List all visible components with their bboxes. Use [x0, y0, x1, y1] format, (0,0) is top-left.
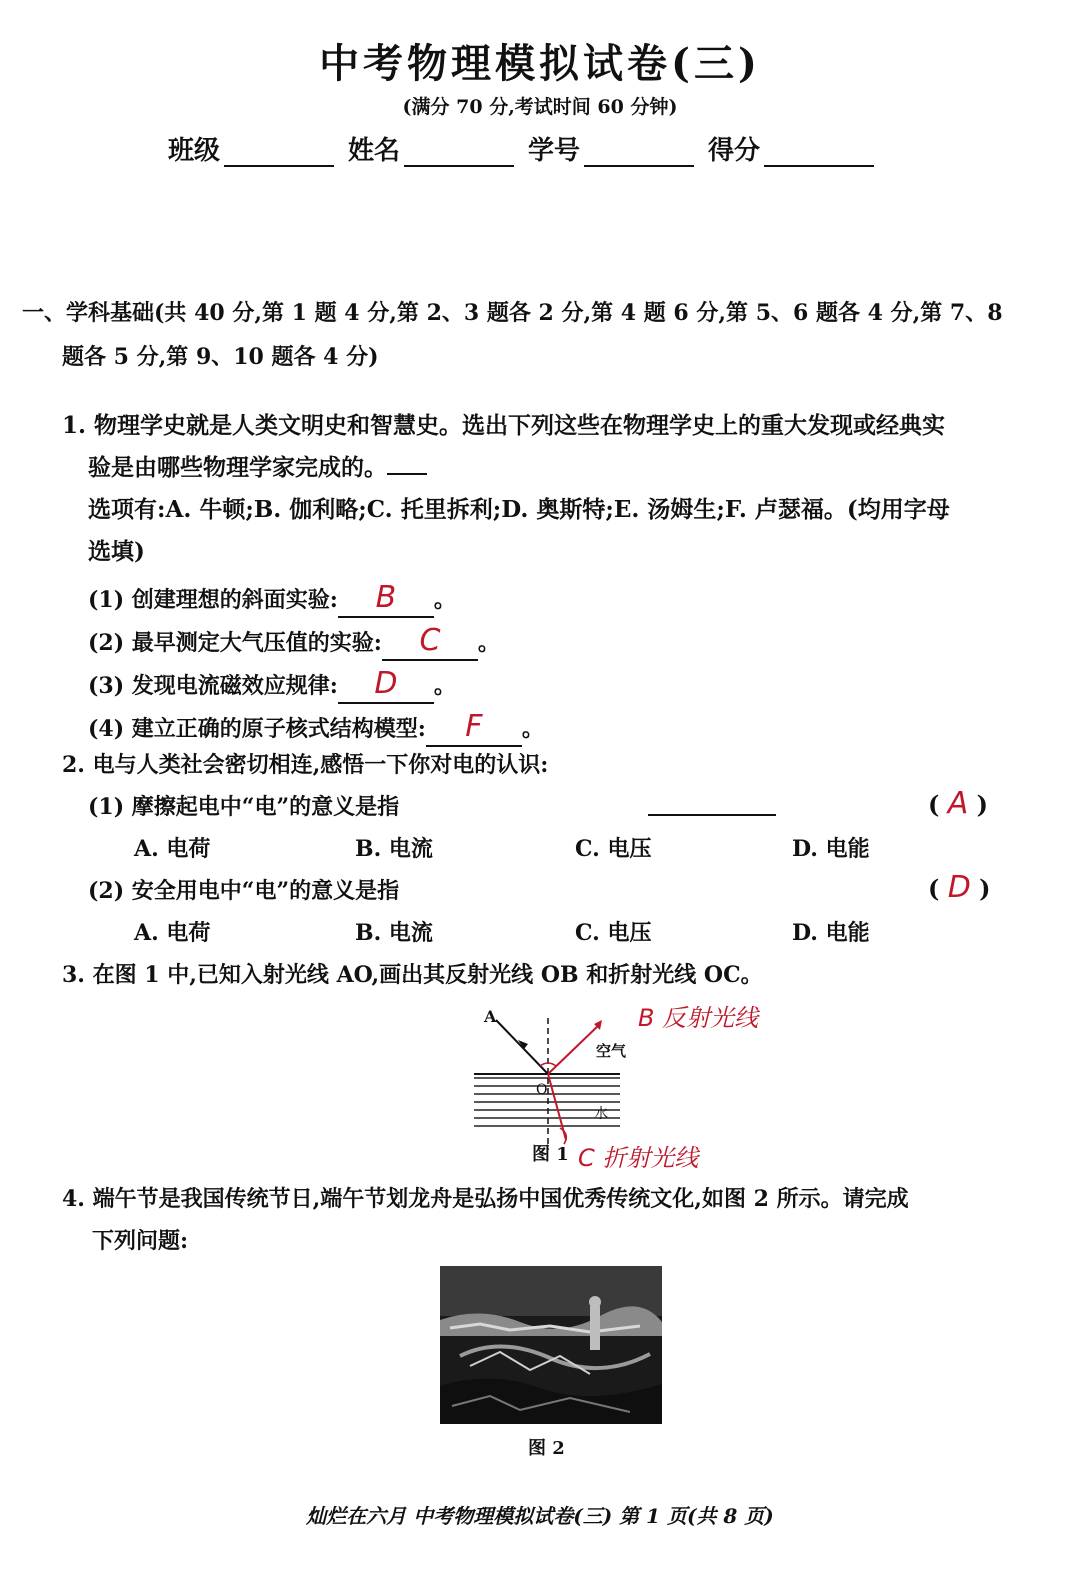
q2-sub2-option-d[interactable]: D. 电能 [792, 920, 870, 946]
class-blank[interactable] [224, 135, 334, 167]
student-info-fields [168, 130, 878, 167]
q2-sub1-option-b[interactable]: B. 电流 [355, 836, 433, 862]
section-heading-line2: 题各 5 分,第 9、10 题各 4 分) [62, 344, 379, 370]
page-title: 中考物理模拟试卷(三) [319, 40, 761, 87]
q2-sub1-option-a[interactable]: A. 电荷 [134, 836, 211, 862]
q1-item-1-text: (1) 创建理想的斜面实验: [88, 587, 338, 613]
q2-stem: 2. 电与人类社会密切相连,感悟一下你对电的认识: [62, 752, 549, 778]
q4-line1: 4. 端午节是我国传统节日,端午节划龙舟是弘扬中国优秀传统文化,如图 2 所示。请完成 [62, 1186, 909, 1212]
score-blank[interactable] [764, 135, 874, 167]
q2-sub2-option-b[interactable]: B. 电流 [355, 920, 433, 946]
class-label: 班级 [168, 136, 221, 166]
q2-sub1-text: (1) 摩擦起电中“电”的意义是指 [88, 794, 400, 820]
figure-2-caption: 图 2 [528, 1438, 565, 1459]
q2-sub2-text: (2) 安全用电中“电”的意义是指 [88, 878, 400, 904]
q1-item-2: (2) 最早测定大气压值的实验: C 。 [88, 623, 500, 661]
q2-sub1-option-c[interactable]: C. 电压 [575, 836, 652, 862]
label-water: 水 [594, 1106, 608, 1122]
note-reflected-ray: B 反射光线 [638, 1004, 759, 1032]
reflected-ray-ob [548, 1024, 600, 1074]
name-label: 姓名 [348, 136, 401, 166]
figure-1-refraction-diagram [460, 1000, 780, 1180]
note-refracted-ray: C 折射光线 [578, 1144, 699, 1172]
q1-item-4: (4) 建立正确的原子核式结构模型: F 。 [88, 709, 544, 747]
score-field[interactable] [708, 130, 878, 167]
q3-stem: 3. 在图 1 中,已知入射光线 AO,画出其反射光线 OB 和折射光线 OC。 [62, 962, 763, 988]
section-heading-line1: 一、学科基础(共 40 分,第 1 题 4 分,第 2、3 题各 2 分,第 4 题 6 分,第 5、6 题各 4 分,第 7、8 [22, 300, 1003, 326]
angle-mark [540, 1063, 556, 1066]
student-id-blank[interactable] [584, 135, 694, 167]
label-o: O [536, 1082, 548, 1098]
q1-item-3-answer: D [374, 666, 398, 701]
label-a: A [484, 1007, 497, 1026]
q2-sub2-answer-box[interactable]: ( D ) [928, 870, 991, 905]
q1-item-3: (3) 发现电流磁效应规律: D 。 [88, 666, 456, 704]
q1-line1: 1. 物理学史就是人类文明史和智慧史。选出下列这些在物理学史上的重大发现或经典实 [62, 412, 946, 439]
q1-line3: 选项有:A. 牛顿;B. 伽利略;C. 托里拆利;D. 奥斯特;E. 汤姆生;F. 卢瑟福。(均用字母 [88, 496, 950, 523]
q1-line2 [88, 454, 427, 482]
q2-sub1-underline [648, 814, 776, 816]
label-air: 空气 [596, 1042, 627, 1060]
q2-sub1-answer-box[interactable]: ( A ) [928, 786, 988, 821]
q2-sub1-answer: A [947, 786, 969, 821]
q4-line2: 下列问题: [92, 1228, 189, 1254]
q1-item-4-text: (4) 建立正确的原子核式结构模型: [88, 716, 426, 742]
q1-item-2-text: (2) 最早测定大气压值的实验: [88, 630, 382, 656]
student-id-label: 学号 [528, 136, 581, 166]
score-label: 得分 [708, 136, 761, 166]
q1-item-4-answer-blank[interactable] [426, 709, 522, 747]
name-field[interactable] [348, 130, 518, 167]
q2-sub2-option-c[interactable]: C. 电压 [575, 920, 652, 946]
q1-item-1-answer-blank[interactable] [338, 580, 434, 618]
q2-sub1-option-d[interactable]: D. 电能 [792, 836, 870, 862]
q1-line2-text: 验是由哪些物理学家完成的。 [88, 454, 387, 481]
q1-item-4-answer: F [465, 709, 483, 744]
figure-1-caption: 图 1 [532, 1144, 569, 1165]
student-id-field[interactable] [528, 130, 698, 167]
page-footer: 灿烂在六月 中考物理模拟试卷(三) 第 1 页(共 8 页) [306, 1504, 774, 1528]
q1-line4: 选填) [88, 538, 145, 565]
q1-item-3-answer-blank[interactable] [338, 666, 434, 704]
q1-item-3-text: (3) 发现电流磁效应规律: [88, 673, 338, 699]
q1-item-2-answer-blank[interactable] [382, 623, 478, 661]
name-blank[interactable] [404, 135, 514, 167]
class-field[interactable] [168, 130, 338, 167]
q1-item-2-answer: C [419, 623, 441, 658]
q1-item-1-answer: B [375, 580, 397, 615]
q2-sub2-option-a[interactable]: A. 电荷 [134, 920, 211, 946]
q1-item-1: (1) 创建理想的斜面实验: B 。 [88, 580, 456, 618]
q1-stem-blank [387, 473, 427, 475]
exam-info: (满分 70 分,考试时间 60 分钟) [402, 96, 678, 118]
q2-sub2-answer: D [947, 870, 971, 905]
figure-2-dragon-boat-photo [440, 1266, 662, 1424]
